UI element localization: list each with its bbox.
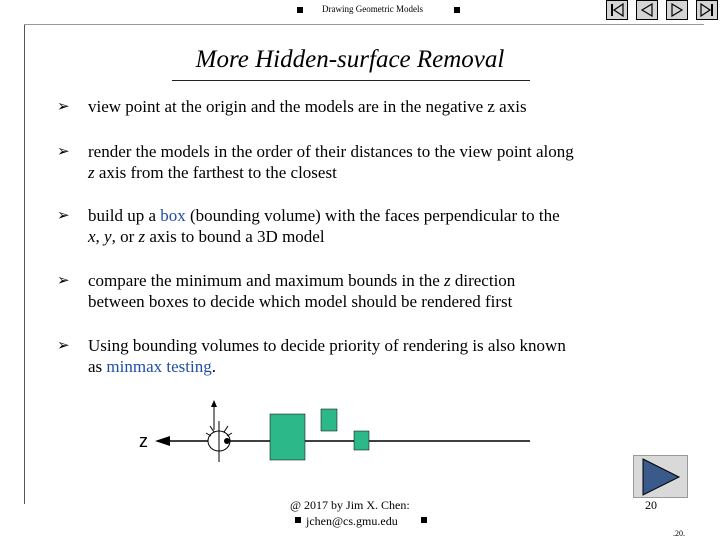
bullet-3-sep-2: , or [111,227,139,246]
previous-slide-button[interactable] [636,0,658,20]
bullet-text [88,205,698,247]
bullet-arrow-icon: ➢ [57,142,70,160]
play-icon [634,456,689,499]
bullet-4-z: z [444,271,451,290]
last-slide-button[interactable] [696,0,718,20]
bullet-text [88,141,698,183]
first-slide-button[interactable] [606,0,628,20]
bounding-box-large [270,414,305,460]
play-button[interactable] [633,455,688,498]
header-title: Drawing Geometric Models [322,4,423,14]
bullet-3-line-1a: build up a [88,206,161,225]
title-underline [172,80,530,81]
footer-slide-ref: .20. [673,529,685,538]
bullet-arrow-icon: ➢ [57,97,70,115]
bullet-3-y: y [104,227,112,246]
bullet-2-line-2: axis from the farthest to the closest [94,163,337,182]
bullet-5-line-2b: . [211,357,216,376]
box-term: box [160,206,186,225]
first-slide-icon [609,3,625,17]
bullet-4-line-1a: compare the minimum and maximum bounds in the [88,271,444,290]
eye-icon [206,421,232,462]
bullet-3-sep-1: , [95,227,105,246]
bullet-text [88,96,698,117]
slide-title: More Hidden-surface Removal [195,46,505,73]
next-slide-icon [669,3,685,17]
bounding-box-small-lower [354,431,369,450]
bullet-arrow-icon: ➢ [57,336,70,354]
z-axis-label: z [139,431,148,451]
bullet-4-line-1b: direction [450,271,516,290]
bullet-5-line-2a: as [88,357,107,376]
header-square-left [297,7,303,13]
z-axis-arrowhead [155,436,170,446]
header-square-right [454,7,460,13]
bullet-3-line-2: axis to bound a 3D model [145,227,325,246]
footer-square-left [295,517,301,523]
bullet-2-z: z [88,163,95,182]
slide-frame-top-line [24,24,704,25]
bounding-box-small-upper [321,409,337,431]
bullet-text [88,335,698,377]
bullet-arrow-icon: ➢ [57,271,70,289]
footer-email: jchen@cs.gmu.edu [306,514,398,528]
minmax-testing-term: minmax testing [106,357,212,376]
bullet-1-text: view point at the origin and the models are in the negative z axis [88,97,527,116]
footer-copyright: @ 2017 by Jim X. Chen: [290,498,410,512]
bullet-5-line-1: Using bounding volumes to decide priority of rendering is also known [88,336,566,355]
bullet-3-z: z [138,227,146,246]
footer-square-right [421,517,427,523]
previous-slide-icon [639,3,655,17]
slide-frame-left-line [24,24,25,504]
next-slide-button[interactable] [666,0,688,20]
bullet-text [88,270,698,312]
bullet-3-line-1b: (bounding volume) with the faces perpendicular to the [185,206,560,225]
last-slide-icon [699,3,715,17]
footer-page-number: 20 [645,498,657,512]
bullet-4-line-2: between boxes to decide which model should be rendered first [88,292,513,311]
bullet-3-x: x [88,227,96,246]
bullet-2-line-1: render the models in the order of their distances to the view point along [88,142,574,161]
bullet-arrow-icon: ➢ [57,206,70,224]
